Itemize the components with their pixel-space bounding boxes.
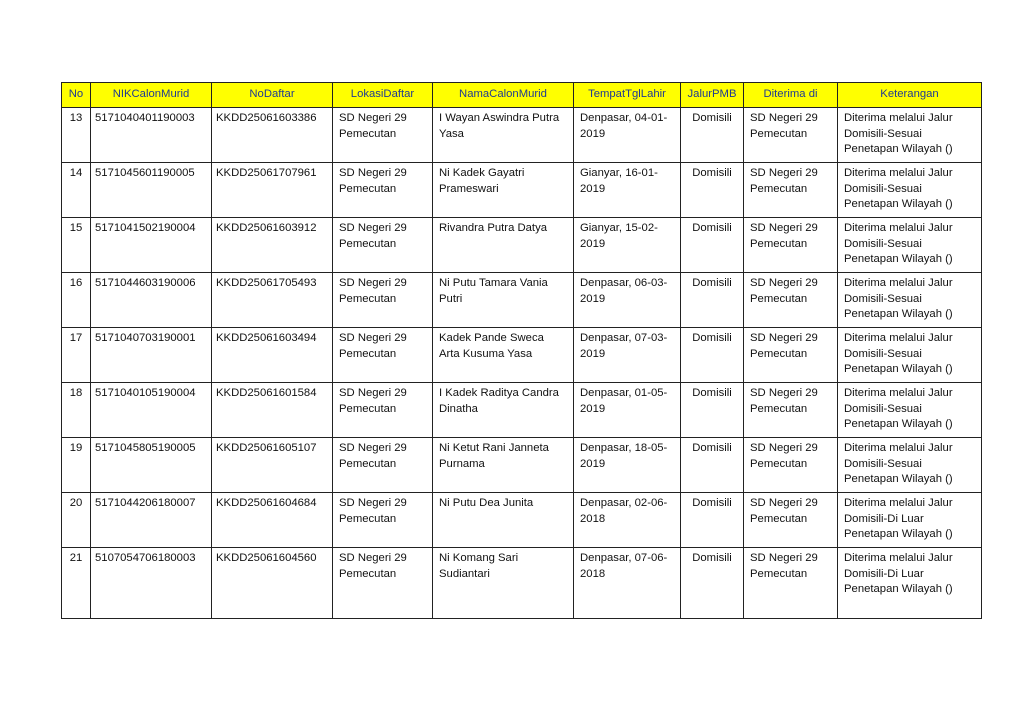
cell-jalur: Domisili [681,328,744,383]
cell-jalur: Domisili [681,438,744,493]
column-header-ttl: TempatTglLahir [574,83,681,108]
cell-diterima: SD Negeri 29 Pemecutan [744,548,838,619]
table-row [62,163,982,218]
cell-nodaftar: KKDD25061604684 [212,493,333,548]
cell-ttl: Denpasar, 07-06-2018 [574,548,681,619]
cell-no: 14 [62,163,91,218]
cell-nodaftar: KKDD25061605107 [212,438,333,493]
cell-jalur: Domisili [681,163,744,218]
cell-ttl: Denpasar, 02-06-2018 [574,493,681,548]
cell-nodaftar: KKDD25061707961 [212,163,333,218]
column-header-jalur: JalurPMB [681,83,744,108]
cell-jalur: Domisili [681,108,744,163]
cell-keterangan: Diterima melalui Jalur Domisili-Sesuai Penetapan Wilayah () [838,108,982,163]
cell-nik: 5171041502190004 [91,218,212,273]
cell-lokasi: SD Negeri 29 Pemecutan [333,438,433,493]
cell-no: 16 [62,273,91,328]
table-row [62,548,982,619]
cell-lokasi: SD Negeri 29 Pemecutan [333,548,433,619]
cell-diterima: SD Negeri 29 Pemecutan [744,493,838,548]
cell-keterangan: Diterima melalui Jalur Domisili-Di Luar Penetapan Wilayah () [838,493,982,548]
cell-nama: Rivandra Putra Datya [433,218,574,273]
cell-keterangan: Diterima melalui Jalur Domisili-Sesuai Penetapan Wilayah () [838,273,982,328]
cell-lokasi: SD Negeri 29 Pemecutan [333,163,433,218]
cell-nodaftar: KKDD25061601584 [212,383,333,438]
cell-diterima: SD Negeri 29 Pemecutan [744,438,838,493]
cell-jalur: Domisili [681,273,744,328]
cell-lokasi: SD Negeri 29 Pemecutan [333,273,433,328]
document-page [61,82,982,619]
table-header-row [62,83,982,108]
cell-keterangan: Diterima melalui Jalur Domisili-Di Luar Penetapan Wilayah () [838,548,982,619]
cell-no: 18 [62,383,91,438]
cell-keterangan: Diterima melalui Jalur Domisili-Sesuai Penetapan Wilayah () [838,383,982,438]
column-header-diterima: Diterima di [744,83,838,108]
table-row [62,218,982,273]
cell-keterangan: Diterima melalui Jalur Domisili-Sesuai Penetapan Wilayah () [838,438,982,493]
cell-diterima: SD Negeri 29 Pemecutan [744,218,838,273]
cell-nama: Ni Ketut Rani Janneta Purnama [433,438,574,493]
cell-nik: 5171044603190006 [91,273,212,328]
cell-ttl: Gianyar, 15-02-2019 [574,218,681,273]
cell-lokasi: SD Negeri 29 Pemecutan [333,108,433,163]
column-header-no: No [62,83,91,108]
cell-nama: Ni Putu Dea Junita [433,493,574,548]
cell-nama: Kadek Pande Sweca Arta Kusuma Yasa [433,328,574,383]
cell-nama: Ni Putu Tamara Vania Putri [433,273,574,328]
cell-no: 19 [62,438,91,493]
cell-nama: Ni Kadek Gayatri Prameswari [433,163,574,218]
cell-nama: Ni Komang Sari Sudiantari [433,548,574,619]
registration-table [61,82,982,619]
cell-no: 13 [62,108,91,163]
column-header-lokasi: LokasiDaftar [333,83,433,108]
cell-nama: I Kadek Raditya Candra Dinatha [433,383,574,438]
cell-ttl: Denpasar, 06-03-2019 [574,273,681,328]
cell-lokasi: SD Negeri 29 Pemecutan [333,493,433,548]
cell-ttl: Denpasar, 07-03-2019 [574,328,681,383]
cell-ttl: Denpasar, 01-05-2019 [574,383,681,438]
table-row [62,108,982,163]
cell-ttl: Denpasar, 18-05-2019 [574,438,681,493]
cell-diterima: SD Negeri 29 Pemecutan [744,163,838,218]
table-row [62,328,982,383]
cell-no: 15 [62,218,91,273]
cell-jalur: Domisili [681,383,744,438]
cell-no: 17 [62,328,91,383]
column-header-keterangan: Keterangan [838,83,982,108]
table-row [62,493,982,548]
cell-nik: 5171040703190001 [91,328,212,383]
cell-keterangan: Diterima melalui Jalur Domisili-Sesuai Penetapan Wilayah () [838,328,982,383]
cell-nik: 5171044206180007 [91,493,212,548]
cell-jalur: Domisili [681,548,744,619]
cell-nodaftar: KKDD25061603912 [212,218,333,273]
cell-diterima: SD Negeri 29 Pemecutan [744,328,838,383]
cell-lokasi: SD Negeri 29 Pemecutan [333,383,433,438]
column-header-nama: NamaCalonMurid [433,83,574,108]
cell-nodaftar: KKDD25061705493 [212,273,333,328]
cell-lokasi: SD Negeri 29 Pemecutan [333,328,433,383]
cell-jalur: Domisili [681,218,744,273]
table-row [62,383,982,438]
cell-nik: 5171045805190005 [91,438,212,493]
cell-nama: I Wayan Aswindra Putra Yasa [433,108,574,163]
cell-nik: 5171045601190005 [91,163,212,218]
cell-nik: 5171040401190003 [91,108,212,163]
cell-ttl: Gianyar, 16-01-2019 [574,163,681,218]
cell-no: 21 [62,548,91,619]
cell-nodaftar: KKDD25061603494 [212,328,333,383]
cell-nik: 5107054706180003 [91,548,212,619]
column-header-nodaftar: NoDaftar [212,83,333,108]
cell-keterangan: Diterima melalui Jalur Domisili-Sesuai Penetapan Wilayah () [838,218,982,273]
cell-diterima: SD Negeri 29 Pemecutan [744,273,838,328]
cell-no: 20 [62,493,91,548]
cell-lokasi: SD Negeri 29 Pemecutan [333,218,433,273]
cell-ttl: Denpasar, 04-01-2019 [574,108,681,163]
table-row [62,273,982,328]
cell-diterima: SD Negeri 29 Pemecutan [744,383,838,438]
cell-diterima: SD Negeri 29 Pemecutan [744,108,838,163]
cell-nik: 5171040105190004 [91,383,212,438]
cell-jalur: Domisili [681,493,744,548]
cell-keterangan: Diterima melalui Jalur Domisili-Sesuai Penetapan Wilayah () [838,163,982,218]
table-row [62,438,982,493]
cell-nodaftar: KKDD25061603386 [212,108,333,163]
column-header-nik: NIKCalonMurid [91,83,212,108]
cell-nodaftar: KKDD25061604560 [212,548,333,619]
